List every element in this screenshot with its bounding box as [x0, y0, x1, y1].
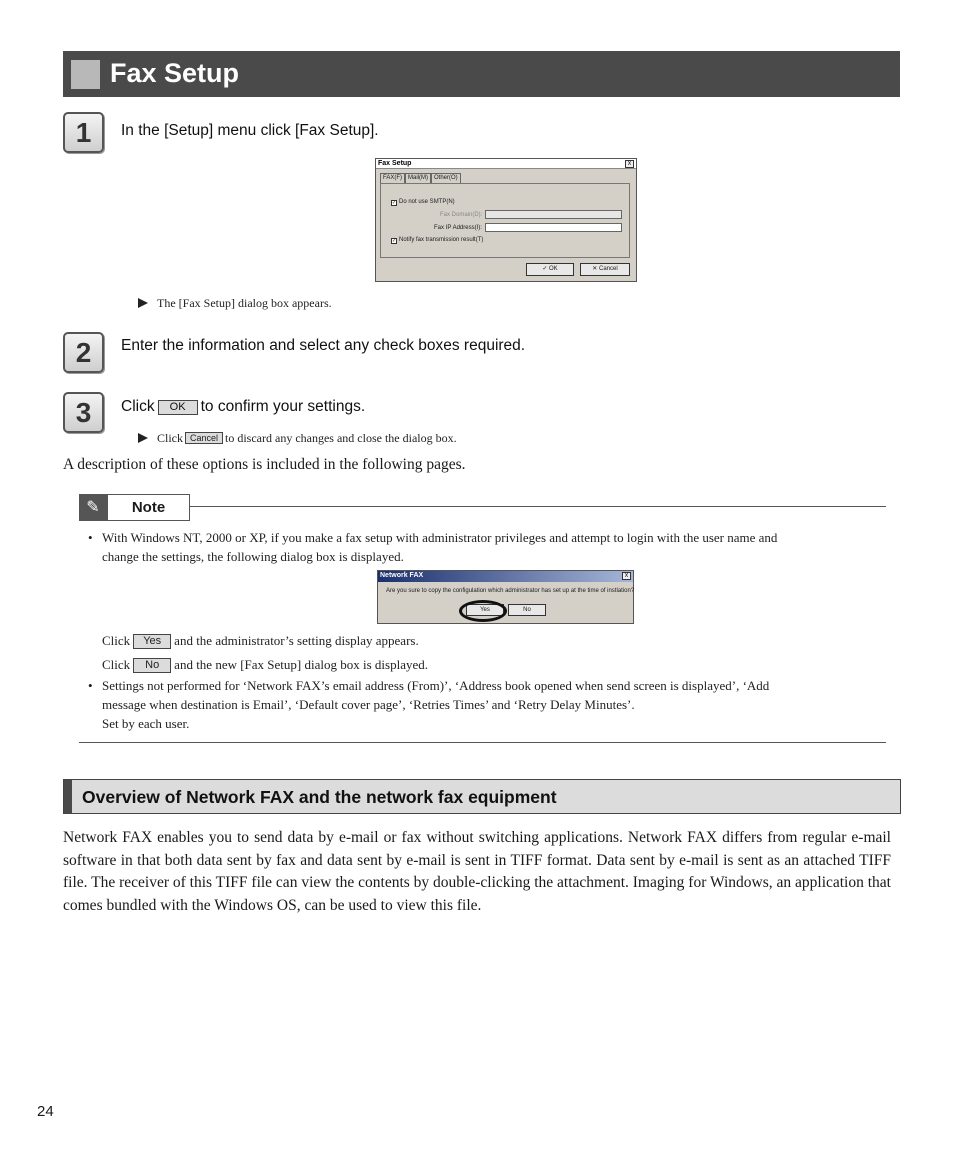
step-3-text-after: to confirm your settings. [200, 398, 366, 415]
yes-button: Yes [133, 634, 171, 649]
bullet-icon: • [88, 678, 93, 693]
page-title-bar [63, 51, 900, 97]
notify-checkbox-row[interactable] [391, 237, 483, 244]
click-no-before: Click [102, 657, 131, 672]
ok-button-label: OK [549, 266, 558, 272]
section-body: Network FAX enables you to send data by e-mail or fax without switching applications. Network FAX differs from regular e-mail software in that both data sent by fax and data sent by e-mail is sent in TIFF format. Data sent by e-mail is sent as an attached TIFF file. The receiver of this TIFF file can view the contents by double-clicking the attachment. Imaging for Windows, an application that comes bundled with the Windows OS, can be used to view this file. [63, 829, 891, 914]
step-2-text: Enter the information and select any check boxes required. [121, 337, 526, 354]
fax-domain-label: Fax Domain(D): [440, 212, 483, 218]
options-description: A description of these options is included in the following pages. [63, 456, 466, 473]
click-yes-after: and the administrator’s setting display appears. [174, 633, 419, 648]
check-icon: ✓ [542, 266, 550, 272]
step-3-badge: 3 [63, 392, 104, 433]
notify-checkbox-label: Notify fax transmission result(T) [399, 237, 484, 243]
cross-icon: ✕ [592, 266, 599, 272]
yes-button[interactable]: Yes [466, 604, 504, 616]
step-1-result [138, 296, 332, 311]
step-1-badge: 1 [63, 112, 104, 153]
step-1-result-text: The [Fax Setup] dialog box appears. [157, 296, 332, 310]
ok-button[interactable] [526, 263, 574, 276]
network-fax-dialog-title: Network FAX [378, 571, 633, 582]
tab-other[interactable]: Other(O) [431, 173, 461, 183]
fax-setup-dialog [375, 158, 637, 282]
network-fax-dialog [377, 570, 634, 624]
arrow-right-icon [138, 298, 148, 308]
fax-setup-tabs [380, 173, 461, 183]
page-title: Fax Setup [110, 58, 240, 88]
note-bullet-2-line-3: Set by each user. [102, 716, 190, 731]
page-number: 24 [37, 1103, 54, 1120]
section-accent [64, 780, 72, 813]
click-no-after: and the new [Fax Setup] dialog box is displayed. [174, 657, 428, 672]
step-3-sub-before: Click [157, 431, 183, 445]
step-1-text: In the [Setup] menu click [Fax Setup]. [121, 122, 379, 139]
fax-domain-input[interactable] [485, 210, 622, 219]
note-bullet-2-line-1: Settings not performed for ‘Network FAX’s email address (From)’, ‘Address book opened when send screen is displayed’, ‘Add [102, 678, 770, 693]
click-no-line [102, 655, 428, 674]
highlight-ring [459, 600, 507, 622]
bullet-icon: • [88, 530, 93, 545]
fax-setup-panel [380, 183, 630, 258]
note-bullet-2-line-2: message when destination is Email’, ‘Default cover page’, ‘Retries Times’ and ‘Retry Delay Minutes’. [102, 697, 635, 712]
fax-ip-label: Fax IP Address(I): [434, 225, 482, 231]
step-2-badge: 2 [63, 332, 104, 373]
close-icon[interactable]: x [622, 572, 631, 580]
section-header [63, 779, 901, 814]
step-3-text [121, 398, 365, 416]
note-divider-bottom [79, 742, 886, 743]
cancel-button: Cancel [185, 432, 223, 444]
checkmark-icon[interactable]: ✓ [392, 200, 397, 206]
ok-button: OK [158, 400, 198, 415]
step-3-text-before: Click [121, 398, 155, 415]
pencil-icon: ✎ [79, 494, 107, 521]
note-label: Note [107, 494, 190, 521]
smtp-checkbox-row[interactable] [391, 199, 455, 206]
cancel-button[interactable] [580, 263, 630, 276]
smtp-checkbox-label: Do not use SMTP(N) [399, 199, 455, 205]
click-yes-before: Click [102, 633, 131, 648]
arrow-right-icon [138, 433, 148, 443]
checkmark-icon[interactable]: ✓ [392, 238, 397, 244]
network-fax-message: Are you sure to copy the configulation which administrator has set up at the time of instlation? [386, 588, 635, 594]
fax-ip-input[interactable] [485, 223, 622, 232]
note-bullet-1-line-1: With Windows NT, 2000 or XP, if you make a fax setup with administrator privileges and attempt to login with the user name and [102, 530, 778, 545]
no-button[interactable]: No [508, 604, 546, 616]
title-square-decoration [71, 60, 100, 89]
step-3-sub [138, 431, 457, 446]
note-bullet-1-line-2: change the settings, the following dialog box is displayed. [102, 549, 404, 564]
click-yes-line [102, 631, 419, 650]
tab-mail[interactable]: Mail(M) [405, 173, 431, 183]
cancel-button-label: Cancel [599, 266, 618, 272]
close-icon[interactable]: x [625, 160, 634, 168]
step-3-sub-after: to discard any changes and close the dialog box. [225, 431, 457, 445]
note-divider-top [190, 506, 886, 507]
no-button: No [133, 658, 171, 673]
section-title: Overview of Network FAX and the network fax equipment [82, 787, 557, 807]
tab-fax[interactable]: FAX(F) [380, 173, 405, 183]
fax-setup-dialog-title: Fax Setup [376, 159, 636, 169]
